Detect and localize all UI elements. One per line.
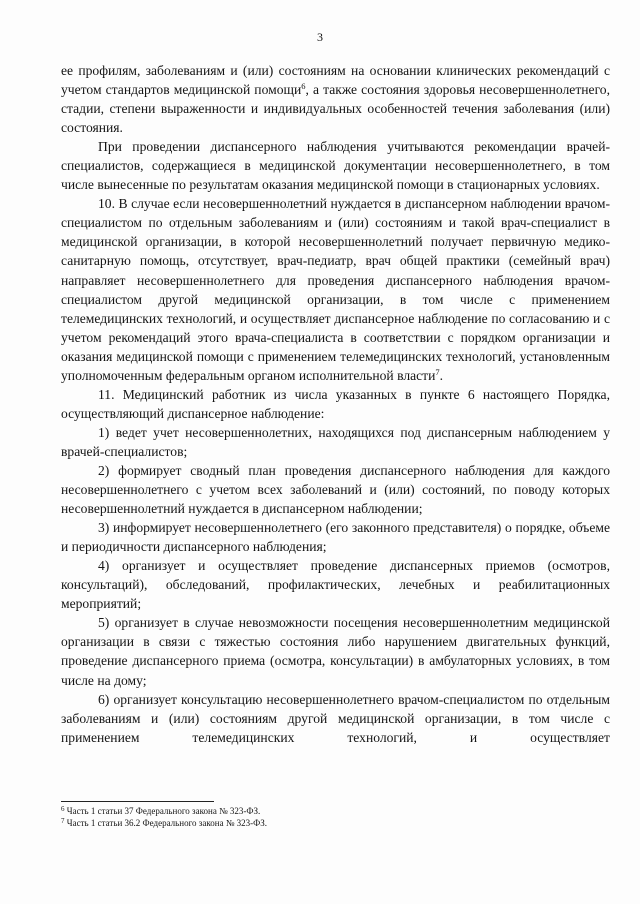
list-item-11-3: 3) информирует несовершеннолетнего (его законного представителя) о порядке, объеме и периодичности диспансерного наблюдения;	[61, 520, 610, 555]
paragraph-text: ее профилям, заболеваниям и (или) состояниям на основании клинических рекомендаций с учетом стандартов медицинской помощи	[61, 63, 610, 98]
list-item-11-1: 1) ведет учет несовершеннолетних, находящихся под диспансерным наблюдением у врачей-специалистов;	[61, 424, 610, 459]
paragraph-text-tail: .	[439, 367, 444, 383]
paragraph-item-11: 11. Медицинский работник из числа указанных в пункте 6 настоящего Порядка, осуществляющий диспансерное наблюдение:	[61, 386, 610, 421]
paragraph-item-10	[61, 194, 610, 384]
paragraph-recommendations: При проведении диспансерного наблюдения учитываются рекомендации врачей-специалистов, содержащиеся в медицинской документации несовершеннолетнего, в том числе вынесенные по результатам оказания медицинской помощи в стационарных условиях.	[61, 139, 610, 193]
footnote-mark: 6	[61, 805, 65, 813]
page-number: 3	[317, 30, 323, 44]
footnote-separator	[61, 801, 214, 802]
footnote-text: Часть 1 статьи 37 Федерального закона № 323-ФЗ.	[64, 806, 261, 816]
list-item-11-5: 5) организует в случае невозможности посещения несовершеннолетним медицинской организации в связи с тяжестью состояния либо нарушением двигательных функций, проведение диспансерного приема (осмотра, консультации) в амбулаторных условиях, в том числе на дому;	[61, 615, 610, 688]
footnote-mark: 7	[61, 816, 65, 825]
footnote-ref: 7	[435, 366, 440, 377]
paragraph-continuation	[61, 61, 610, 137]
list-item-11-2: 2) формирует сводный план проведения диспансерного наблюдения для каждого несовершеннолетнего с учетом всех заболеваний и (или) состояний, по поводу которых несовершеннолетний нуждается в диспансерном наблюдении;	[61, 462, 610, 517]
footnote-text: Часть 1 статьи 36.2 Федерального закона № 323-ФЗ.	[64, 817, 268, 828]
footnote-6	[61, 806, 610, 818]
paragraph-text: 10. В случае если несовершеннолетний нуждается в диспансерном наблюдении врачом-специалистом по отдельным заболеваниям и (или) состояниям и такой врач-специалист в медицинской организации, в которой несовершеннолетний получает первичную медико-санитарную помощь, отсутствует, врач-педиатр, врач общей практики (семейный врач) направляет несовершеннолетнего для проведения диспансерного наблюдения врачом-специалистом другой медицинской организации, в том числе с применением телемедицинских технологий, и осуществляет диспансерное наблюдение по согласованию и с учетом рекомендаций этого врача-специалиста в соответствии с порядком организации и оказания медицинской помощи с применением телемедицинских технологий, установленным уполномоченным федеральным органом исполнительной власти	[61, 196, 610, 383]
footnote-7	[61, 818, 610, 830]
paragraph-text-tail: , а также состояния здоровья несовершеннолетнего, стадии, степени выраженности и индивидуальных особенностей течения заболевания (или) состояния.	[61, 82, 610, 136]
list-item-11-6: 6) организует консультацию несовершеннолетнего врачом-специалистом по отдельным заболеваниям и (или) состояниям другой медицинской организации, в том числе с применением телемедицинских технологий, и осуществляет	[61, 691, 610, 745]
footnotes	[61, 806, 610, 829]
list-item-11-4: 4) организует и осуществляет проведение диспансерных приемов (осмотров, консультаций), обследований, профилактических, лечебных и реабилитационных мероприятий;	[61, 558, 610, 612]
body-text	[61, 61, 610, 747]
footnote-ref: 6	[301, 81, 306, 92]
